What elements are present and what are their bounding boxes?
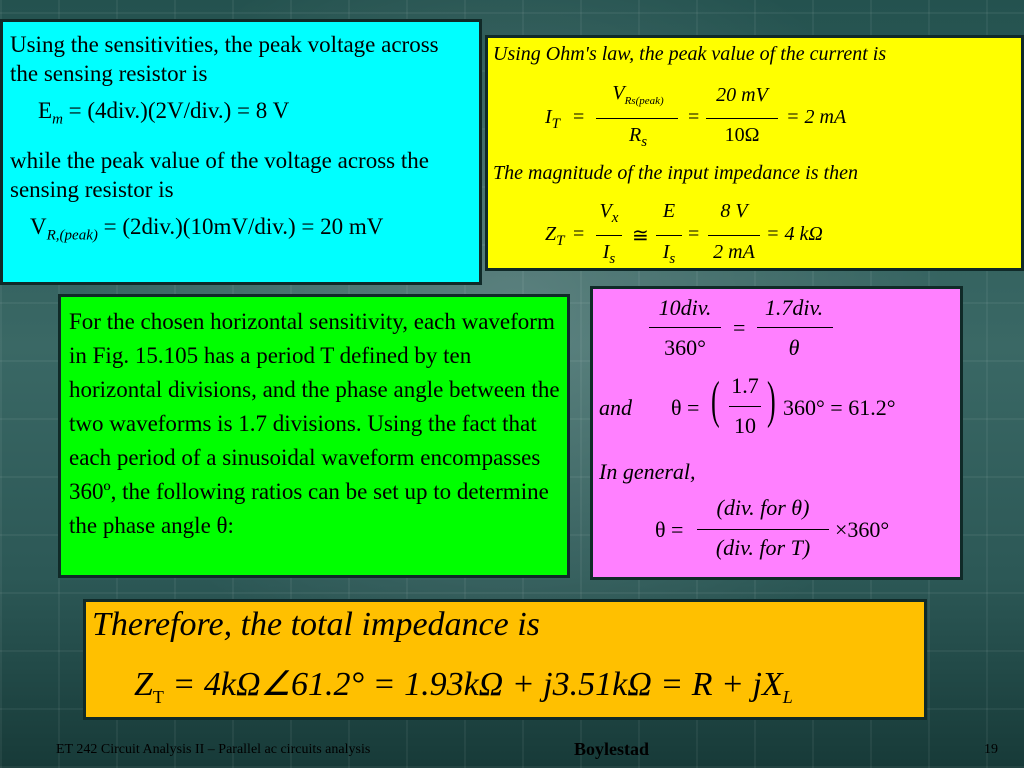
impedance-intro: The magnitude of the input impedance is then	[493, 162, 858, 184]
fraction-is-den: $I_s$	[602, 241, 616, 267]
impedance-result: = 4 kΩ	[766, 223, 823, 245]
equals-sign-4: =	[688, 223, 700, 245]
footer-page-number: 19	[984, 742, 998, 757]
approx-equal-sign: ≅	[632, 225, 649, 247]
fraction-bar-4	[656, 235, 682, 236]
fraction-vr-rs-den: $R_s$	[628, 124, 648, 150]
ratio-1-den: 360°	[664, 335, 706, 360]
and-label: and	[599, 395, 632, 420]
in-general-label: In general,	[599, 459, 696, 484]
fraction-10ohm-den: 10Ω	[724, 124, 760, 146]
fraction-bar-3	[729, 406, 761, 407]
fraction-is2-den: $I_s$	[662, 241, 676, 267]
theta-equals-1: θ =	[671, 395, 700, 420]
left-paren: (	[711, 372, 720, 429]
fraction-e-num: E	[662, 200, 676, 222]
phase-angle-equations-panel	[590, 286, 963, 580]
total-impedance-panel	[83, 599, 927, 720]
phase-angle-text: For the chosen horizontal sensitivity, each waveform in Fig. 15.105 has a period T defined by ten horizontal divisions, and the phase angle between the two waveforms is 1.7 divisions. Using the fact that each period of a sinusoidal waveform encompasses 360º, the following ratios can be set up to determine the phase angle θ:	[69, 309, 560, 538]
general-multiplier: ×360°	[835, 517, 890, 542]
ratio-1-num: 10div.	[658, 295, 712, 320]
right-paren: )	[767, 372, 776, 429]
current-result: = 2 mA	[786, 106, 847, 128]
fraction-1-7-num: 1.7	[731, 373, 759, 398]
theta-result: 360° = 61.2°	[783, 395, 896, 420]
fraction-bar-2	[706, 118, 778, 119]
equals-sign-3: =	[573, 223, 585, 245]
general-fraction-den: (div. for T)	[715, 535, 811, 560]
fraction-20mv-num: 20 mV	[716, 84, 768, 106]
fraction-10-den: 10	[734, 413, 756, 438]
fraction-2ma-den: 2 mA	[713, 241, 755, 263]
vr-equation: $V_{R,(peak)} = (2div.)(10mV/div.) = 20$ mV	[30, 213, 384, 244]
equals-sign-1: =	[573, 106, 585, 128]
fraction-bar-1	[596, 118, 678, 119]
footer-course-title: ET 242 Circuit Analysis II – Parallel ac circuits analysis	[56, 742, 371, 757]
fraction-bar-5	[708, 235, 760, 236]
fraction-bar-3	[596, 235, 622, 236]
ratio-2-den: θ	[788, 335, 800, 360]
peak-voltage-intro: Using the sensitivities, the peak voltage across the sensing resistor is	[10, 32, 439, 86]
impedance-symbol: $Z_T$	[545, 223, 565, 249]
ratio-bar-1	[649, 327, 721, 328]
ratio-2-num: 1.7div.	[764, 295, 824, 320]
theta-equals-2: θ =	[655, 517, 684, 542]
fraction-vx-num: $V_x$	[599, 200, 619, 226]
phase-angle-explanation-panel	[58, 294, 570, 578]
equals-sign-2: =	[688, 106, 700, 128]
ratio-bar-2	[757, 327, 833, 328]
total-impedance-equation: $Z_T$ = 4kΩ∠61.2° = $1.93k\Omega + j3.51k\Omega = R + jX_L$	[134, 666, 793, 707]
general-fraction-num: (div. for θ)	[716, 495, 810, 520]
voltage-sensitivity-panel	[0, 19, 482, 285]
general-fraction-bar	[697, 529, 829, 530]
current-symbol: $I_T$	[545, 106, 561, 132]
fraction-vr-rs-num: $V_{Rs(peak)}$	[612, 82, 664, 107]
footer-author: Boylestad	[574, 739, 650, 759]
sensing-voltage-intro: while the peak value of the voltage across the sensing resistor is	[10, 147, 429, 202]
ohms-law-panel	[485, 35, 1024, 271]
fraction-8v-num: 8 V	[720, 200, 748, 222]
ohms-law-intro: Using Ohm's law, the peak value of the current is	[493, 43, 887, 65]
total-impedance-intro: Therefore, the total impedance is	[92, 606, 540, 643]
ratio-equals: =	[733, 315, 746, 340]
em-equation: $E_m = (4div.)(2V/div.) = 8$ V	[38, 98, 290, 128]
